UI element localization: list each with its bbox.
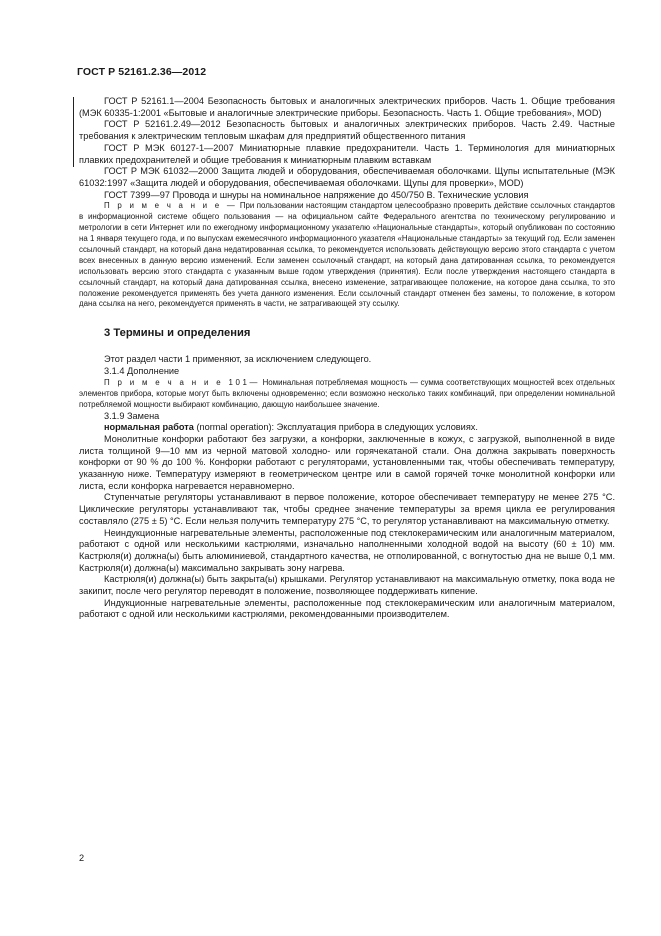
- body-paragraph: Индукционные нагревательные элементы, расположенные под стеклокерамическим или аналогичным материалом, работают с одной или несколькими кастрюлями, рекомендованными производителем.: [79, 597, 615, 620]
- change-bar: [73, 97, 74, 167]
- clause-heading: 3.1.4 Дополнение: [104, 366, 180, 377]
- section-intro: Этот раздел части 1 применяют, за исключением следующего.: [104, 354, 372, 365]
- reference-item: ГОСТ Р 52161.1—2004 Безопасность бытовых и аналогичных электрических приборов. Часть 1. Общие требования (МЭК 60335-1:2001 «Бытовые и аналогичные электрические приборы. Безопасность. Часть 1. Общие требования», MOD): [79, 96, 615, 118]
- body-paragraph: Монолитные конфорки работают без загрузки, а конфорки, заключенные в кожух, с загрузкой, выполненной в виде листа толщиной 9—10 мм из черной матовой холодно- или горячекатаной стали. Она должна закрывать поверхность конфорки от 90 % до 100 %. Конфорки работают с регуляторами, установленными так, чтобы обеспечивать температуру, указанную ниже. Температуру измеряют в геометрическом центре или в самой горячей точке монолитной конфорки или листа, если конфорка нагревается неравномерно.: [79, 433, 615, 491]
- note-block: [79, 201, 615, 310]
- body-paragraph: Кастрюля(и) должна(ы) быть закрыта(ы) крышками. Регулятор устанавливают на максимальную отметку, пока вода не закипит, после чего регулятор переводят в положение, позволяющее поддерживать кипение.: [79, 574, 615, 597]
- note-text: Номинальная потребляемая мощность — сумма соответствующих мощностей всех отдельных элементов прибора, которые могут быть включены одновременно; если возможно несколько таких комбинаций, при определении номинальной потребляемой мощности выбирают комбинацию, дающую наибольшее значение.: [79, 377, 615, 409]
- clause-heading: 3.1.9 Замена: [104, 410, 160, 421]
- body-paragraph: Ступенчатые регуляторы устанавливают в первое положение, которое обеспечивает температуру не менее 275 °С. Циклические регуляторы устанавливают так, чтобы среднее значение температуры за время цикла ее регулирования составляло (275 ± 5) °С. Если нельзя получить температуру 275 °С, то регулятор устанавливают на максимальную отметку.: [79, 492, 615, 526]
- note-text: При пользовании настоящим стандартом целесообразно проверить действие ссылочных стандартов в информационной системе общего пользования — на официальном сайте Федерального агентства по техническому регулированию и метрологии в сети Интернет или по ежегодному информационному указателю «Национальные стандарты», который опубликован по состоянию на 1 января текущего года, и по выпускам ежемесячного информационного указателя «Национальные стандарты» за текущий год. Если заменен ссылочный стандарт, на который дана недатированная ссылка, то рекомендуется использовать действующую версию этого стандарта с учетом всех внесенных в данную версию изменений. Если заменен ссылочный стандарт, на который дана датированная ссылка, то рекомендуется использовать версию этого стандарта с указанным выше годом утверждения (принятия). Если после утверждения настоящего стандарта в ссылочный стандарт, на который дана датированная ссылка, внесено изменение, затрагивающее положение, на которое дана ссылка, то это положение рекомендуется применять без учета данного изменения. Если ссылочный стандарт отменен без замены, то положение, в котором дана ссылка на него, рекомендуется применять в части, не затрагивающей эту ссылку.: [79, 201, 615, 309]
- note-block: [79, 378, 615, 411]
- term-text: (normal operation): Эксплуатация прибора в следующих условиях.: [193, 422, 478, 433]
- note-label: П р и м е ч а н и е 101—: [104, 377, 260, 387]
- note-label: П р и м е ч а н и е —: [104, 201, 238, 211]
- section-heading: 3 Термины и определения: [104, 327, 251, 340]
- body-paragraph: Неиндукционные нагревательные элементы, расположенные под стеклокерамическим или аналогичным материалом, работают с одной или несколькими кастрюлями, изначально наполненными холодной водой на высоту (60 ± 10) мм. Кастрюля(и) должна(ы) быть алюминиевой, стандартного качества, не отполированной, с вогнутостью дна не выше 0,1 мм. Кастрюля(и) должна(ы) максимально закрывать зону нагрева.: [79, 527, 615, 573]
- main-text-column: [79, 96, 615, 621]
- document-code-header: ГОСТ Р 52161.2.36—2012: [77, 66, 207, 78]
- term-definition: [79, 422, 615, 434]
- reference-item: ГОСТ 7399—97 Провода и шнуры на номинальное напряжение до 450/750 В. Технические условия: [104, 189, 529, 200]
- reference-item: ГОСТ Р 52161.2.49—2012 Безопасность бытовых и аналогичных электрических приборов. Часть 2.49. Частные требования к электрическим тепловым шкафам для предприятий общественного питания: [79, 119, 615, 142]
- reference-item: ГОСТ Р МЭК 61032—2000 Защита людей и оборудования, обеспечиваемая оболочками. Щупы испытательные (МЭК 61032:1997 «Защита людей и оборудования, обеспечиваемая оболочками. Щупы для проверки», MOD): [79, 166, 615, 188]
- term-name: нормальная работа: [104, 422, 194, 433]
- reference-item: ГОСТ Р МЭК 60127-1—2007 Миниатюрные плавкие предохранители. Часть 1. Терминология для миниатюрных плавких предохранителей и общие требования к миниатюрным плавким вставкам: [79, 142, 615, 165]
- page-number: 2: [79, 853, 85, 863]
